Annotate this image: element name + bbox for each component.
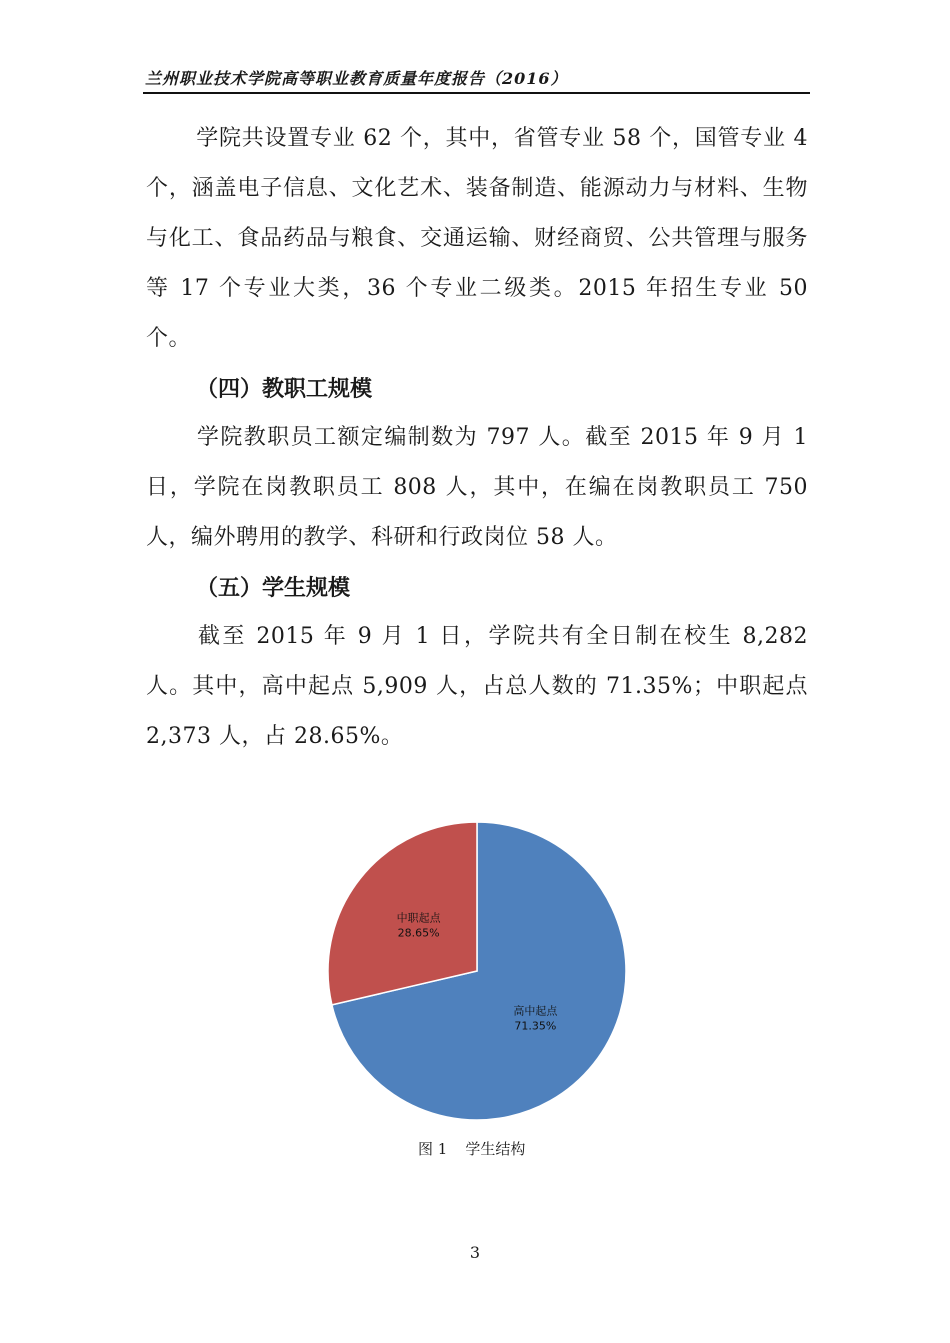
pie-slice-label-0: 高中起点 xyxy=(513,1004,558,1018)
figure-number: 图 1 xyxy=(418,1140,448,1158)
paragraph-majors-text: 学院共设置专业 62 个，其中，省管专业 58 个，国管专业 4 个，涵盖电子信息、文化艺术、装备制造、能源动力与材料、生物与化工、食品药品与粮食、交通运输、财经商贸、公共管理与服务等 17 个专业大类，36 个专业二级类。2015 年招生专业 50 个。 xyxy=(146,126,808,351)
header-divider xyxy=(143,92,810,94)
paragraph-students-text: 截至 2015 年 9 月 1 日，学院共有全日制在校生 8,282 人。其中，高中起点 5,909 人，占总人数的 71.35%；中职起点 2,373 人，占 28.65%。 xyxy=(146,624,808,749)
paragraph-majors xyxy=(146,114,808,364)
report-header-title: 兰州职业技术学院高等职业教育质量年度报告（2016） xyxy=(145,69,568,88)
figure-title: 学生结构 xyxy=(465,1140,526,1158)
paragraph-students xyxy=(146,612,808,762)
student-structure-pie-chart xyxy=(325,820,629,1122)
section-heading-students: （五）学生规模 xyxy=(196,576,351,601)
section-heading-staff: （四）教职工规模 xyxy=(196,377,373,402)
pie-slice-value-0: 71.35% xyxy=(514,1019,557,1033)
figure-caption xyxy=(418,1138,543,1159)
pie-slice-label-1: 中职起点 xyxy=(396,911,441,925)
page-number: 3 xyxy=(469,1243,481,1262)
paragraph-staff xyxy=(146,413,808,563)
pie-slice-value-1: 28.65% xyxy=(397,926,440,940)
paragraph-staff-text: 学院教职员工额定编制数为 797 人。截至 2015 年 9 月 1 日，学院在岗教职员工 808 人，其中，在编在岗教职员工 750 人，编外聘用的教学、科研和行政岗位 58 人。 xyxy=(146,425,808,550)
